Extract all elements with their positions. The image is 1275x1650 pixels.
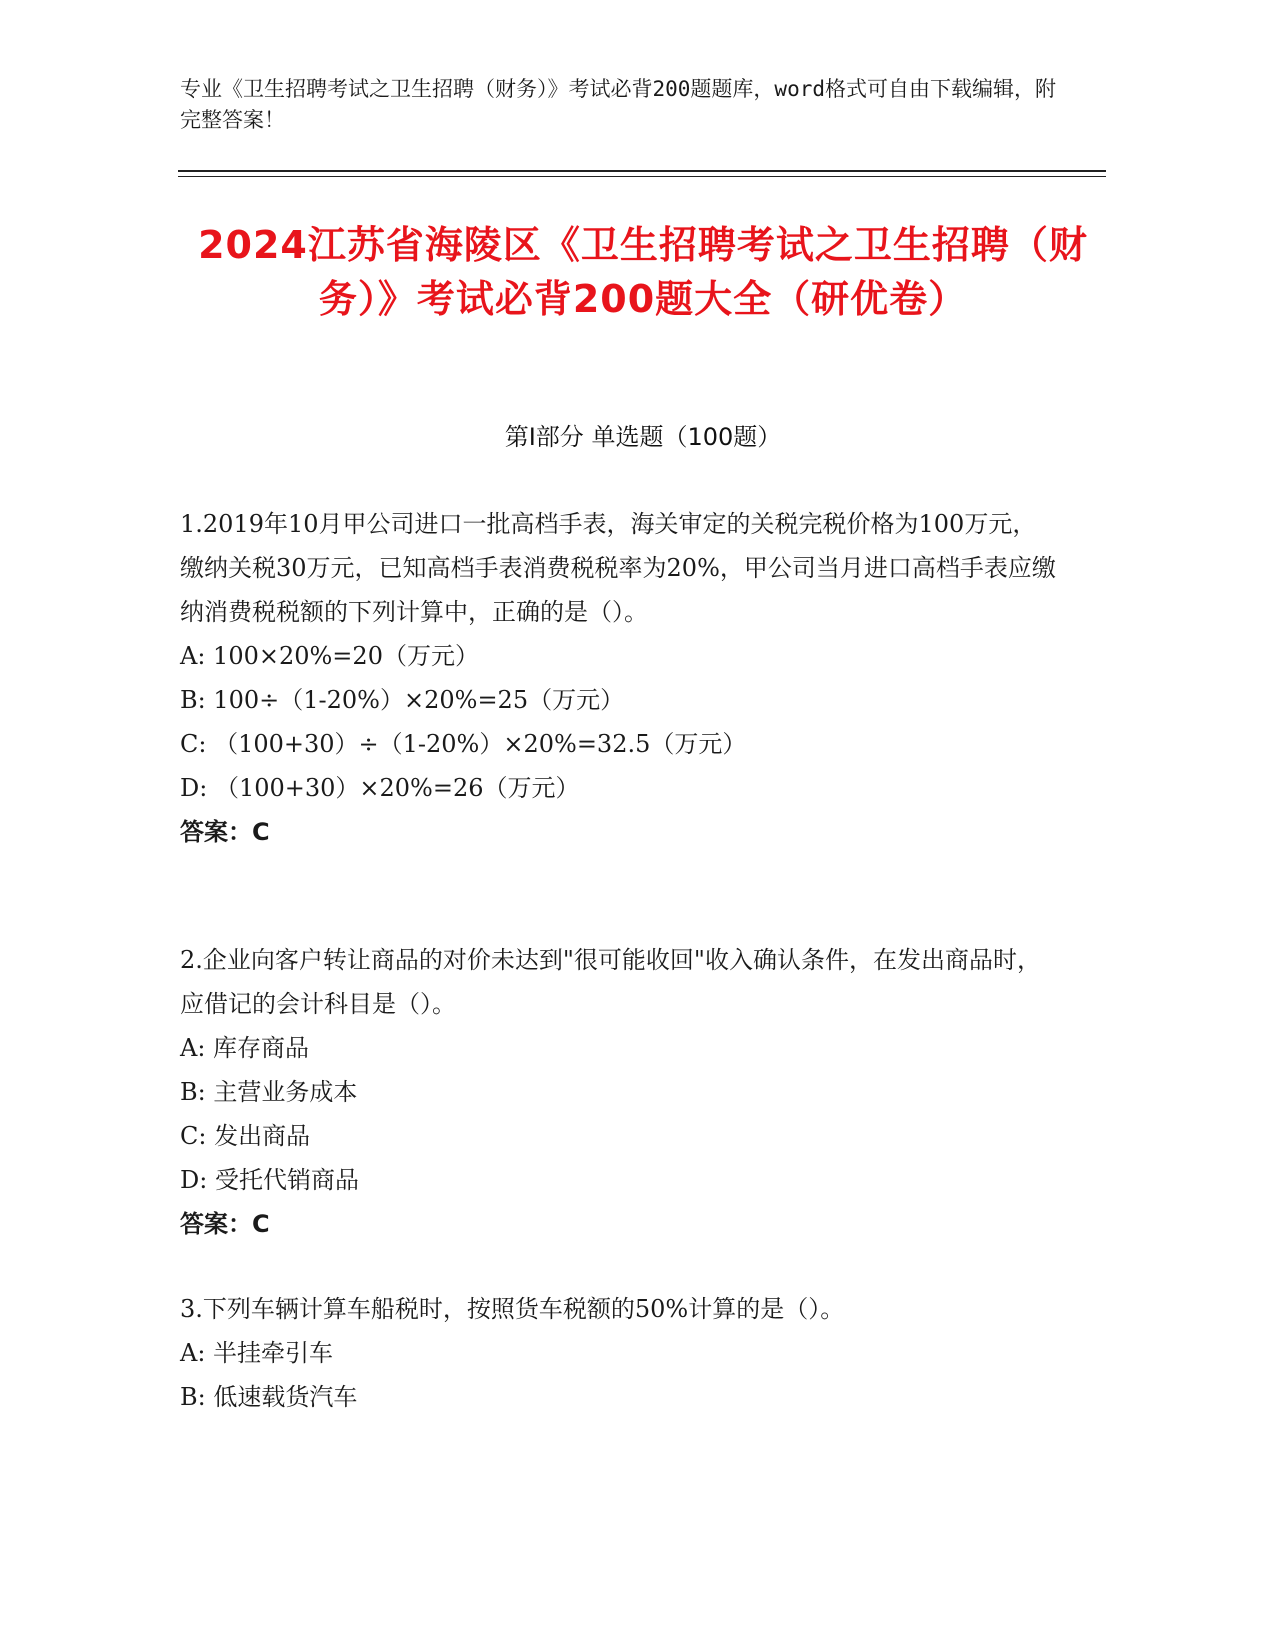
question-stem: 1.2019年10月甲公司进口一批高档手表，海关审定的关税完税价格为100万元，缴纳关税30万元，已知高档手表消费税税率为20%，甲公司当月进口高档手表应缴纳消费税税额的下列计算中，正确的是（）。 [180, 510, 1056, 626]
question-2 [180, 938, 1060, 1246]
option-c: C: 发出商品 [180, 1122, 311, 1150]
question-3 [180, 1287, 1060, 1419]
answer-line: 答案：C [180, 1210, 270, 1238]
option-a: A: 库存商品 [180, 1034, 310, 1062]
answer-line: 答案：C [180, 818, 270, 846]
option-b: B: 主营业务成本 [180, 1078, 358, 1106]
option-d: D: （100+30）×20%=26（万元） [180, 774, 580, 802]
option-b: B: 100÷（1-20%）×20%=25（万元） [180, 686, 625, 714]
option-b: B: 低速载货汽车 [180, 1383, 358, 1411]
section-heading: 第Ⅰ部分 单选题（100题） [504, 423, 782, 451]
question-1 [180, 502, 1060, 854]
question-stem: 2.企业向客户转让商品的对价未达到"很可能收回"收入确认条件，在发出商品时，应借记的会计科目是（）。 [180, 946, 1041, 1018]
option-a: A: 半挂牵引车 [180, 1339, 334, 1367]
header-divider-thin [178, 176, 1106, 177]
question-stem: 3.下列车辆计算车船税时，按照货车税额的50%计算的是（）。 [180, 1295, 845, 1323]
option-c: C: （100+30）÷（1-20%）×20%=32.5（万元） [180, 730, 747, 758]
header-note: 专业《卫生招聘考试之卫生招聘（财务）》考试必背200题题库，word格式可自由下载编辑，附完整答案！ [180, 77, 1056, 132]
option-a: A: 100×20%=20（万元） [180, 642, 479, 670]
option-d: D: 受托代销商品 [180, 1166, 359, 1194]
header-divider [178, 170, 1106, 172]
document-title: 2024江苏省海陵区《卫生招聘考试之卫生招聘（财务）》考试必背200题大全（研优卷） [198, 223, 1088, 321]
